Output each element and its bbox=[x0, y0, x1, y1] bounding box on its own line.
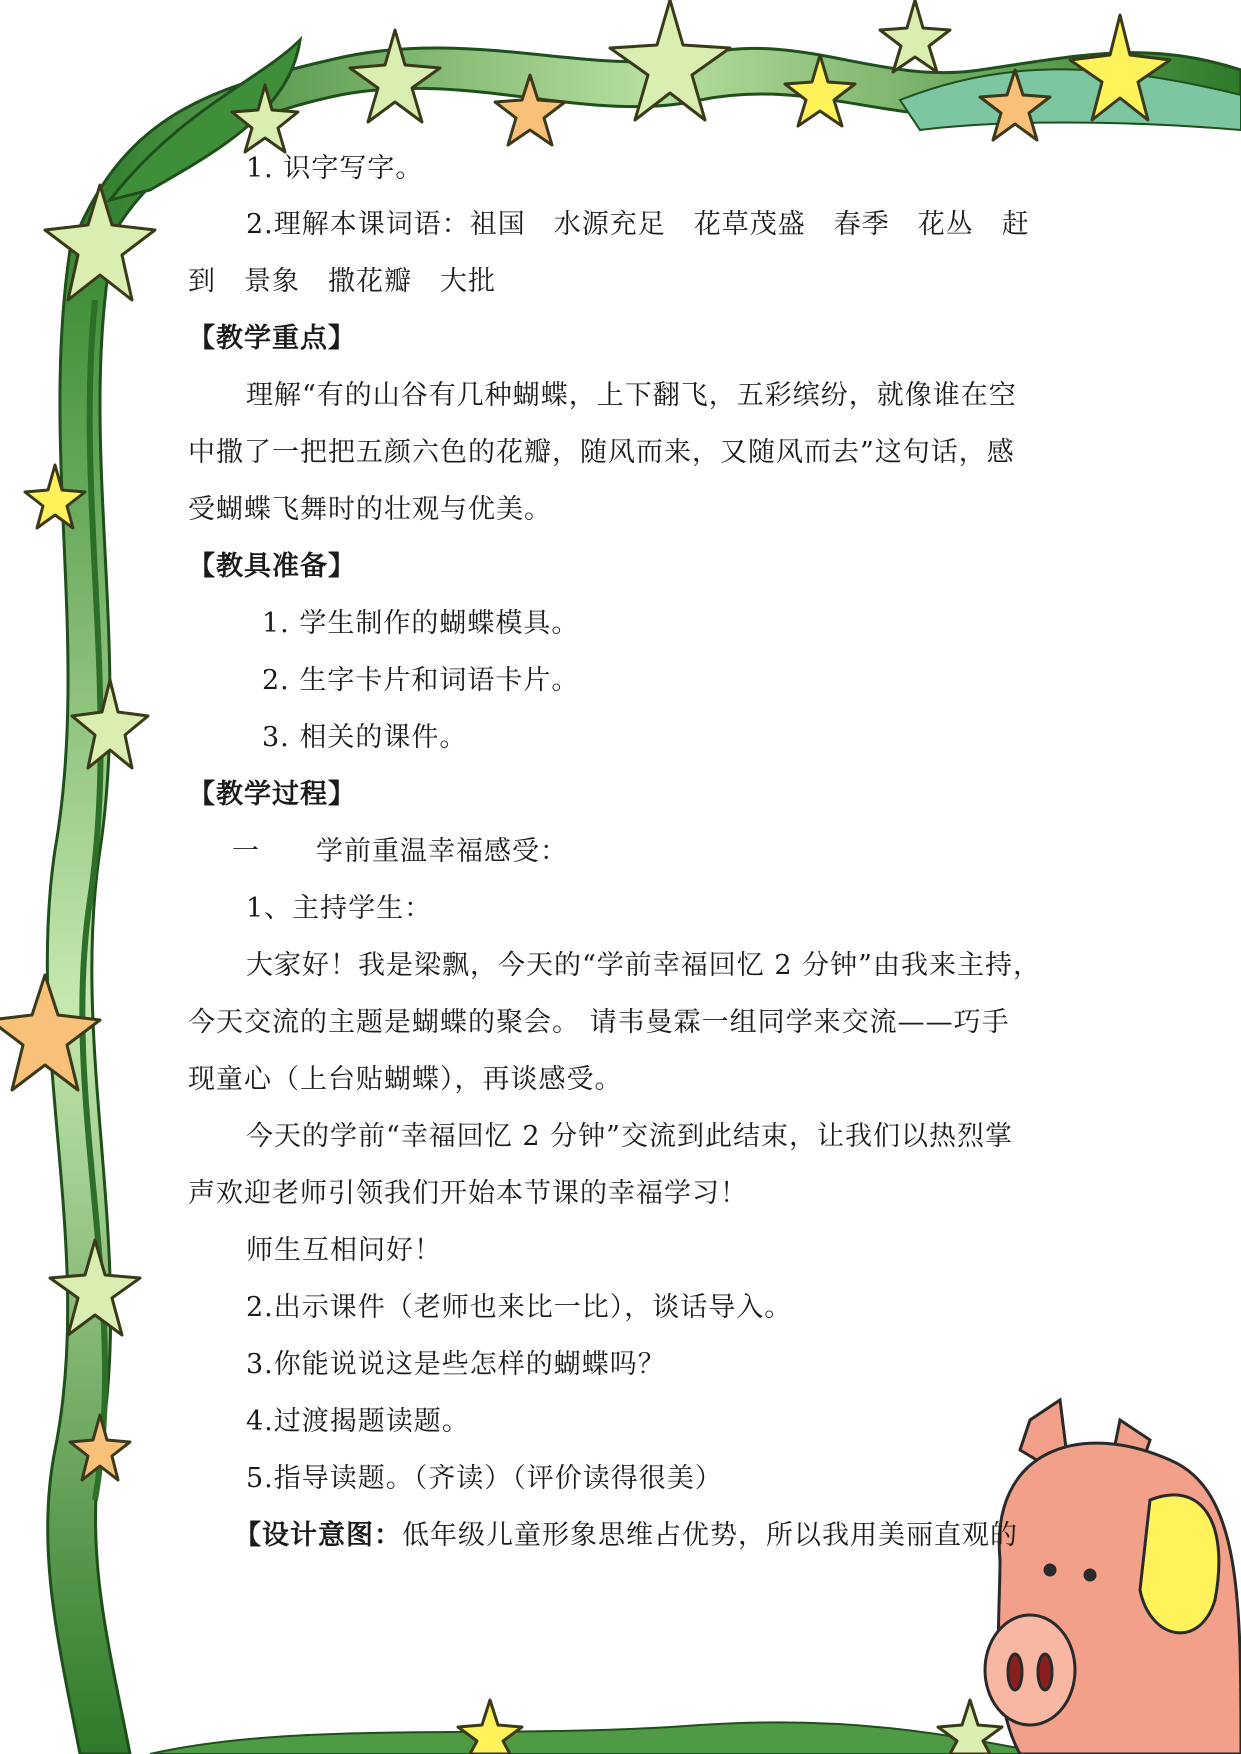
end-line-2: 声欢迎老师引领我们开始本节课的幸福学习！ bbox=[188, 1178, 748, 1209]
end-line-1: 今天的学前“幸福回忆 2 分钟”交流到此结束，让我们以热烈掌 bbox=[246, 1121, 1013, 1152]
key-point-heading: 【教学重点】 bbox=[188, 323, 356, 354]
process-step-1: 1、主持学生： bbox=[246, 893, 433, 924]
design-intent bbox=[234, 1519, 1018, 1553]
greeting-line: 师生互相问好！ bbox=[246, 1235, 442, 1266]
bottom-vine bbox=[150, 1722, 1050, 1754]
process-step-2: 2.出示课件（老师也来比一比），谈话导入。 bbox=[246, 1292, 793, 1323]
key-point-line-2: 中撒了一把把五颜六色的花瓣，随风而来，又随风而去”这句话，感 bbox=[188, 437, 1015, 468]
process-step-5: 5.指导读题。（齐读）（评价读得很美） bbox=[246, 1463, 723, 1494]
process-step-3: 3.你能说说这是些怎样的蝴蝶吗？ bbox=[246, 1349, 666, 1380]
host-line-2: 今天交流的主题是蝴蝶的聚会。 请韦曼霖一组同学来交流——巧手 bbox=[188, 1007, 1010, 1038]
process-section-1: 一 学前重温幸福感受： bbox=[232, 836, 568, 867]
process-step-4: 4.过渡揭题读题。 bbox=[246, 1406, 470, 1437]
pig-icon bbox=[985, 1400, 1241, 1754]
key-point-line-1: 理解“有的山谷有几种蝴蝶，上下翻飞，五彩缤纷，就像谁在空 bbox=[246, 380, 1017, 411]
objective-item-1: 1. 识字写字。 bbox=[246, 153, 424, 184]
host-line-3: 现童心（上台贴蝴蝶），再谈感受。 bbox=[188, 1064, 623, 1095]
objective-item-2-line-2: 到 景象 撒花瓣 大批 bbox=[188, 266, 496, 297]
materials-item-3: 3. 相关的课件。 bbox=[262, 722, 468, 753]
objective-item-2-line-1: 2.理解本课词语：祖国 水源充足 花草茂盛 春季 花丛 赶 bbox=[246, 209, 1030, 240]
star-icon bbox=[350, 30, 440, 122]
materials-item-2: 2. 生字卡片和词语卡片。 bbox=[262, 665, 580, 696]
star-icon bbox=[880, 0, 950, 72]
design-intent-label: 【设计意图： bbox=[234, 1520, 402, 1551]
host-line-1: 大家好！我是梁飘，今天的“学前幸福回忆 2 分钟”由我来主持， bbox=[246, 950, 1041, 981]
design-intent-text: 低年级儿童形象思维占优势，所以我用美丽直观的 bbox=[402, 1520, 1018, 1551]
materials-heading: 【教具准备】 bbox=[188, 551, 356, 582]
key-point-line-3: 受蝴蝶飞舞时的壮观与优美。 bbox=[188, 494, 552, 525]
materials-item-1: 1. 学生制作的蝴蝶模具。 bbox=[262, 608, 580, 639]
process-heading: 【教学过程】 bbox=[188, 779, 356, 810]
